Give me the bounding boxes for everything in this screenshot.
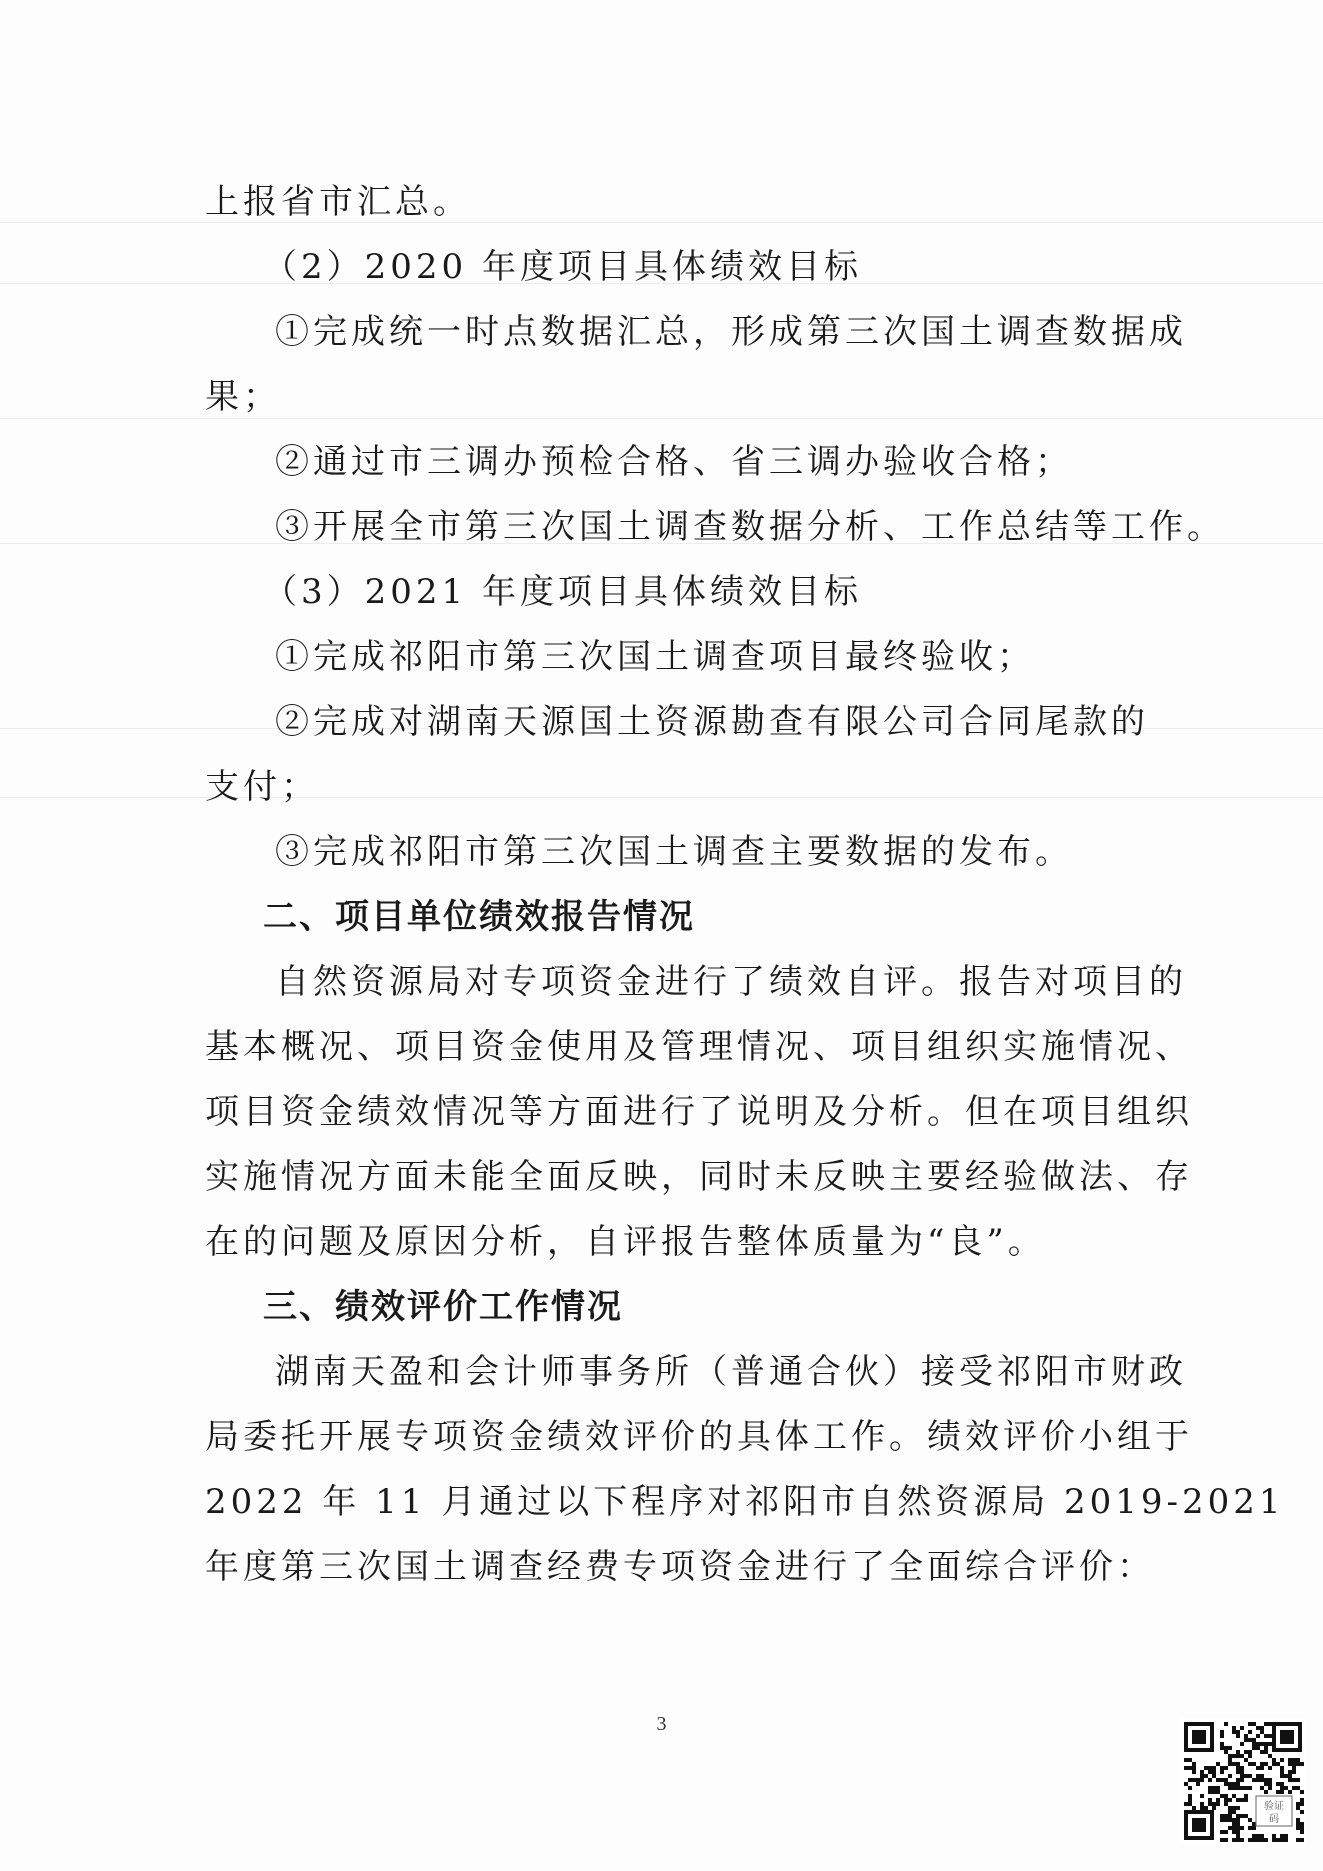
qr-label: 验证 [1264,1801,1284,1812]
qr-code-icon [1180,1718,1306,1844]
paragraph-line: 年度第三次国土调查经费专项资金进行了全面综合评价： [205,1547,1155,1587]
subsection-title: （2）2020 年度项目具体绩效目标 [263,247,862,287]
section-heading: 三、绩效评价工作情况 [263,1287,623,1327]
paragraph-line: 自然资源局对专项资金进行了绩效自评。报告对项目的 [275,962,1187,1002]
paragraph-line: 基本概况、项目资金使用及管理情况、项目组织实施情况、 [205,1027,1193,1067]
qr-label: 码 [1269,1814,1279,1825]
list-item: ②通过市三调办预检合格、省三调办验收合格； [275,442,1073,482]
paragraph-line: 实施情况方面未能全面反映，同时未反映主要经验做法、存 [205,1157,1193,1197]
paragraph-line: 支付； [205,767,319,807]
paragraph-line: 湖南天盈和会计师事务所（普通合伙）接受祁阳市财政 [275,1352,1187,1392]
list-item: ③开展全市第三次国土调查数据分析、工作总结等工作。 [275,507,1225,547]
list-item: ①完成祁阳市第三次国土调查项目最终验收； [275,637,1035,677]
paragraph-line: 局委托开展专项资金绩效评价的具体工作。绩效评价小组于 [205,1417,1193,1457]
paragraph-line: 项目资金绩效情况等方面进行了说明及分析。但在项目组织 [205,1092,1193,1132]
paragraph-line: 果； [205,377,281,417]
paragraph-line: 2022 年 11 月通过以下程序对祁阳市自然资源局 2019-2021 [205,1482,1285,1522]
section-heading: 二、项目单位绩效报告情况 [263,897,695,937]
document-body [205,170,1285,1600]
paragraph-line: 上报省市汇总。 [205,182,471,222]
page-number: 3 [656,1713,667,1735]
subsection-title: （3）2021 年度项目具体绩效目标 [263,572,862,612]
list-item: ③完成祁阳市第三次国土调查主要数据的发布。 [275,832,1073,872]
list-item: ②完成对湖南天源国土资源勘查有限公司合同尾款的 [275,702,1149,742]
list-item: ①完成统一时点数据汇总，形成第三次国土调查数据成 [275,312,1187,352]
paragraph-line: 在的问题及原因分析，自评报告整体质量为“良”。 [205,1222,1046,1262]
